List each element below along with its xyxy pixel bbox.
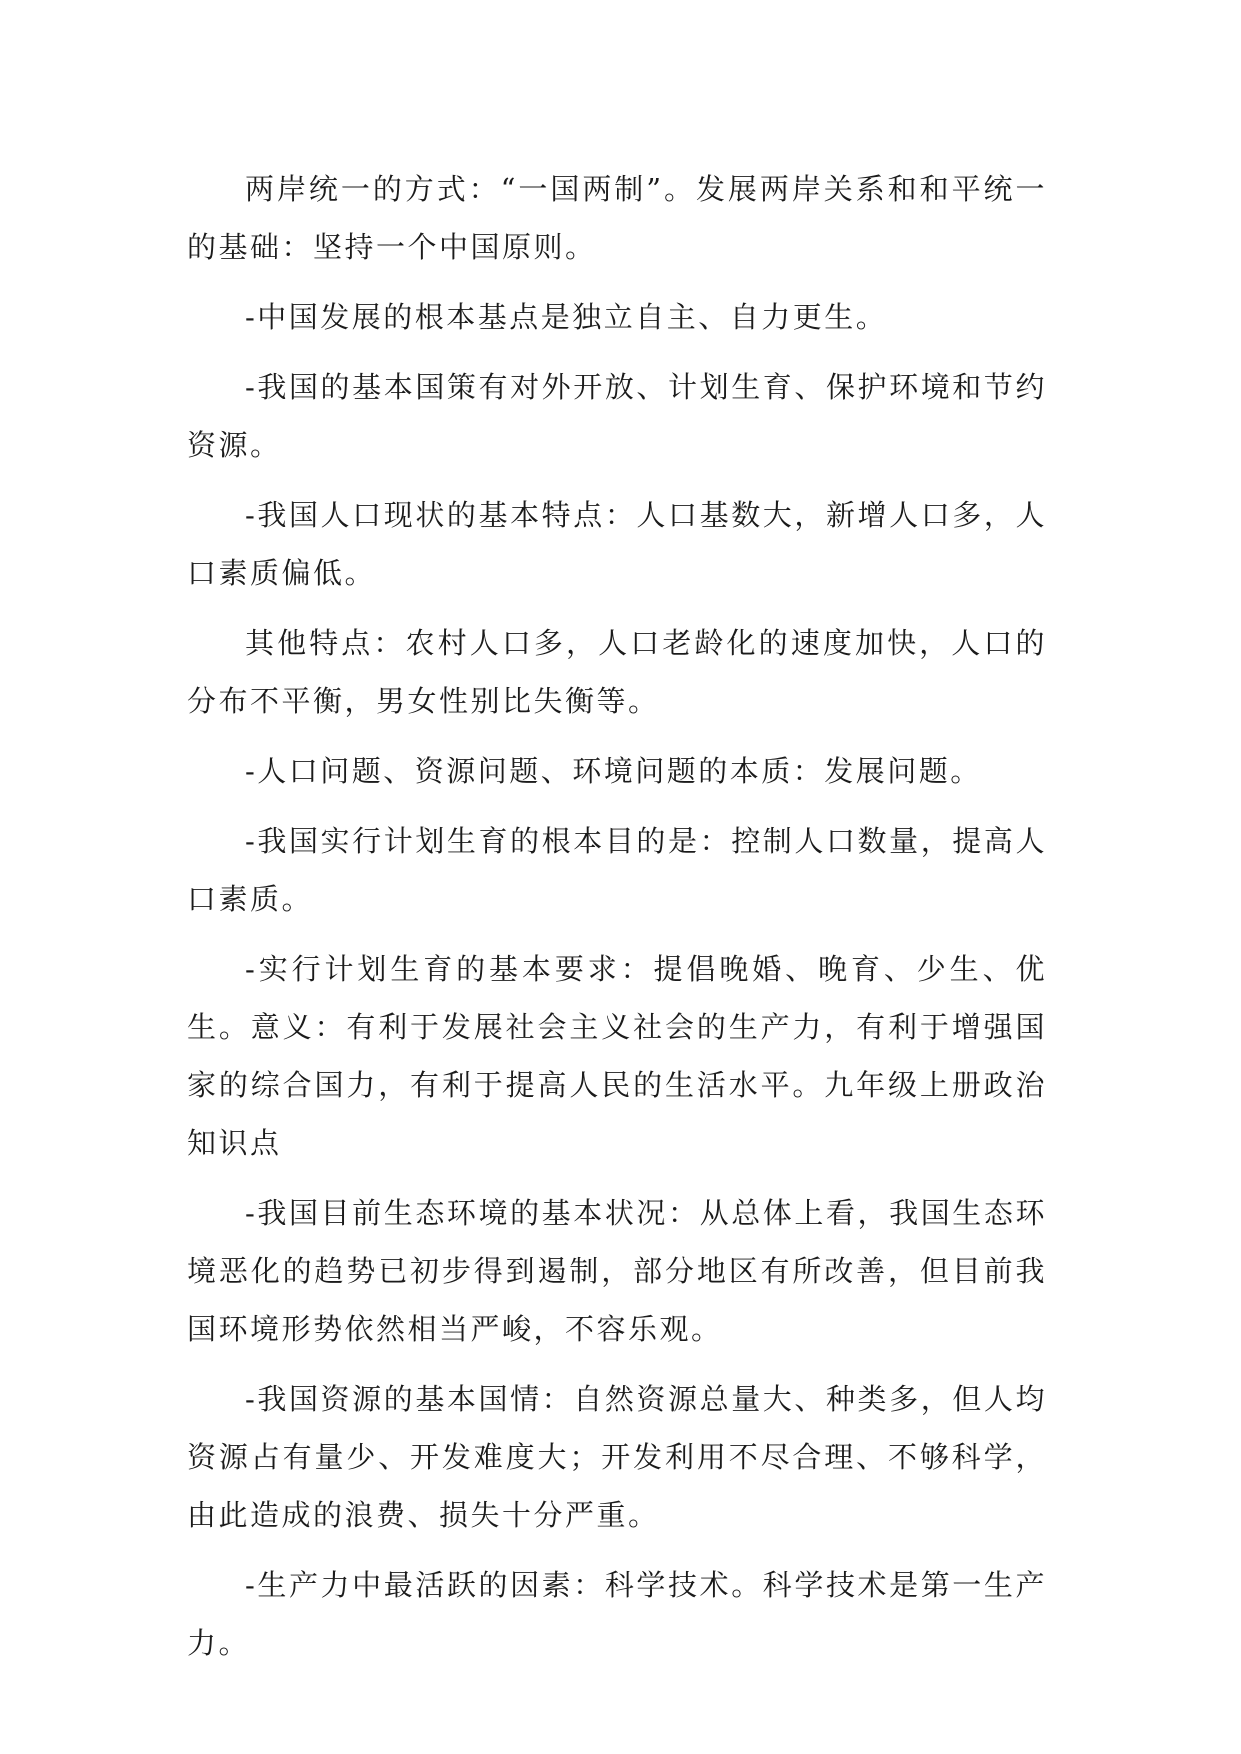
document-body [187,160,1047,1684]
paragraph-other-features: 其他特点：农村人口多，人口老龄化的速度加快，人口的分布不平衡，男女性别比失衡等。 [187,626,1047,718]
paragraph-ecological-environment: -我国目前生态环境的基本状况：从总体上看，我国生态环境恶化的趋势已初步得到遏制，部分地区有所改善，但目前我国环境形势依然相当严峻，不容乐观。 [187,1196,1047,1346]
paragraph-problem-essence: -人口问题、资源问题、环境问题的本质：发展问题。 [245,754,982,788]
paragraph-development-basis: -中国发展的根本基点是独立自主、自力更生。 [245,300,888,334]
paragraph-cross-strait-unification: 两岸统一的方式：“一国两制”。发展两岸关系和和平统一的基础：坚持一个中国原则。 [187,172,1047,264]
paragraph-family-planning-requirements: -实行计划生育的基本要求：提倡晚婚、晚育、少生、优生。意义：有利于发展社会主义社会的生产力，有利于增强国家的综合国力，有利于提高人民的生活水平。九年级上册政治知识点 [187,952,1047,1160]
paragraph-basic-national-policies: -我国的基本国策有对外开放、计划生育、保护环境和节约资源。 [187,370,1047,462]
paragraph-science-technology: -生产力中最活跃的因素：科学技术。科学技术是第一生产力。 [187,1568,1047,1660]
paragraph-family-planning-purpose: -我国实行计划生育的根本目的是：控制人口数量，提高人口素质。 [187,824,1047,916]
paragraph-resource-conditions: -我国资源的基本国情：自然资源总量大、种类多，但人均资源占有量少、开发难度大；开发利用不尽合理、不够科学，由此造成的浪费、损失十分严重。 [187,1382,1047,1532]
paragraph-population-features: -我国人口现状的基本特点：人口基数大，新增人口多，人口素质偏低。 [187,498,1047,590]
